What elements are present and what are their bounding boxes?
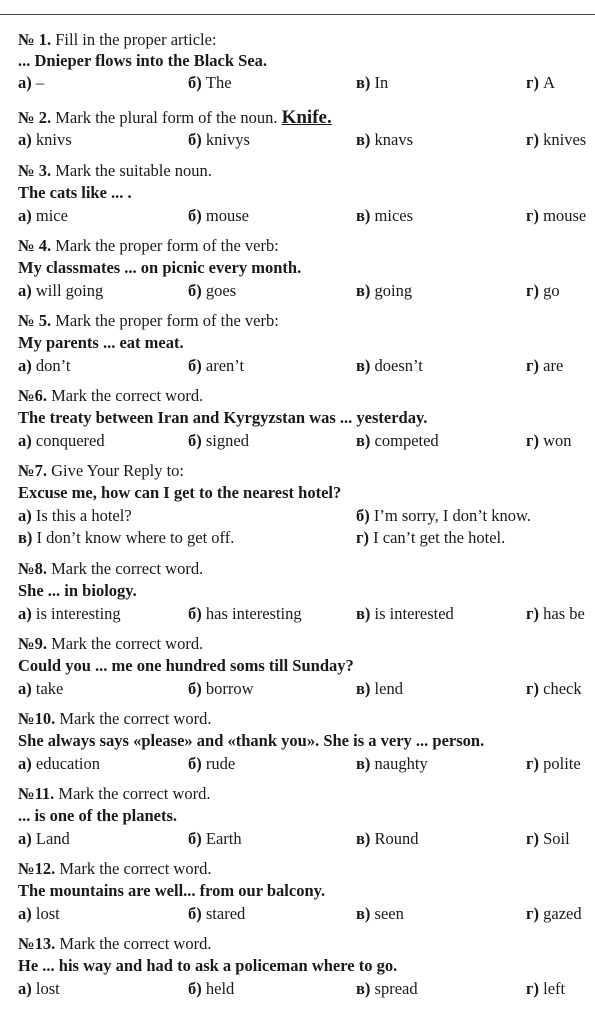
- option-text: borrow: [205, 679, 254, 698]
- option-letter: а): [18, 431, 32, 450]
- question-number: № 2.: [18, 108, 52, 127]
- option-text: lost: [35, 979, 60, 998]
- question-statement: The treaty between Iran and Kyrgyzstan was ... yesterday.: [18, 408, 428, 427]
- option-letter: в): [356, 604, 371, 623]
- question-header: [18, 634, 203, 654]
- option-letter: в): [356, 73, 371, 92]
- option-text: mouse: [543, 206, 587, 225]
- option-letter: в): [356, 356, 371, 375]
- option-letter: а): [18, 356, 32, 375]
- option-letter: в): [356, 754, 371, 773]
- question-statement: ... Dnieper flows into the Black Sea.: [18, 51, 268, 70]
- option-letter: б): [188, 356, 202, 375]
- option-letter: б): [188, 281, 202, 300]
- option-letter: б): [188, 904, 202, 923]
- option-text: I’m sorry, I don’t know.: [373, 506, 531, 525]
- question-header: [18, 30, 217, 50]
- question-instruction: Mark the correct word.: [59, 859, 212, 878]
- option-text: lost: [35, 904, 60, 923]
- option-c[interactable]: [356, 130, 413, 150]
- question-statement: She ... in biology.: [18, 581, 137, 600]
- option-text: is interested: [374, 604, 454, 623]
- option-a[interactable]: [18, 979, 60, 999]
- question-instruction: Mark the correct word.: [51, 386, 204, 405]
- option-d[interactable]: [526, 206, 586, 226]
- question-number: №9.: [18, 634, 47, 653]
- top-divider: [0, 14, 595, 15]
- option-text: aren’t: [205, 356, 245, 375]
- question-header: [18, 859, 211, 879]
- option-letter: в): [356, 979, 371, 998]
- option-a[interactable]: [18, 431, 105, 451]
- option-text: spread: [374, 979, 418, 998]
- question-instruction: Give Your Reply to:: [51, 461, 185, 480]
- question-instruction: Mark the suitable noun.: [55, 161, 212, 180]
- question-statement: My classmates ... on picnic every month.: [18, 258, 302, 277]
- option-c[interactable]: [356, 829, 419, 849]
- option-d[interactable]: [526, 130, 586, 150]
- option-letter: б): [188, 431, 202, 450]
- option-letter: б): [188, 979, 202, 998]
- option-text: The: [205, 73, 232, 92]
- question-instruction: Mark the correct word.: [51, 559, 204, 578]
- option-d[interactable]: [526, 604, 585, 624]
- question-number: №6.: [18, 386, 47, 405]
- option-b[interactable]: [188, 754, 235, 774]
- question-header: [18, 311, 279, 331]
- question-header: [18, 709, 211, 729]
- question-statement: My parents ... eat meat.: [18, 333, 184, 352]
- option-text: don’t: [35, 356, 71, 375]
- question-header: [18, 108, 332, 128]
- option-text: mouse: [205, 206, 249, 225]
- option-text: Earth: [205, 829, 242, 848]
- option-letter: г): [526, 73, 539, 92]
- option-a[interactable]: [18, 904, 60, 924]
- option-letter: г): [356, 528, 369, 547]
- option-d[interactable]: [526, 829, 570, 849]
- option-text: A: [543, 73, 556, 92]
- option-a[interactable]: [18, 679, 63, 699]
- question-number: № 4.: [18, 236, 52, 255]
- option-letter: г): [526, 130, 539, 149]
- option-text: signed: [205, 431, 249, 450]
- option-letter: б): [356, 506, 370, 525]
- option-b[interactable]: [188, 356, 244, 376]
- option-text: rude: [205, 754, 236, 773]
- option-text: knivs: [35, 130, 72, 149]
- option-text: held: [205, 979, 235, 998]
- option-d[interactable]: [526, 281, 560, 301]
- option-text: stared: [205, 904, 246, 923]
- option-c[interactable]: [356, 206, 413, 226]
- question-statement: He ... his way and had to ask a policeman where to go.: [18, 956, 398, 975]
- option-text: polite: [543, 754, 581, 773]
- option-c[interactable]: [356, 754, 428, 774]
- option-text: In: [374, 73, 389, 92]
- option-d[interactable]: [356, 528, 505, 548]
- question-number: №11.: [18, 784, 55, 803]
- option-letter: в): [356, 130, 371, 149]
- option-a[interactable]: [18, 829, 70, 849]
- option-text: doesn’t: [374, 356, 423, 375]
- option-text: lend: [374, 679, 403, 698]
- question-header: [18, 236, 279, 256]
- option-b[interactable]: [188, 979, 234, 999]
- option-b[interactable]: [188, 604, 302, 624]
- option-text: left: [543, 979, 566, 998]
- option-a[interactable]: [18, 73, 44, 93]
- option-text: will going: [35, 281, 104, 300]
- question-number: № 1.: [18, 30, 52, 49]
- option-b[interactable]: [356, 506, 531, 526]
- option-text: I can’t get the hotel.: [373, 528, 506, 547]
- option-b[interactable]: [188, 73, 232, 93]
- option-letter: а): [18, 754, 32, 773]
- option-text: Is this a hotel?: [35, 506, 132, 525]
- option-text: knavs: [374, 130, 414, 149]
- option-b[interactable]: [188, 679, 254, 699]
- option-text: go: [543, 281, 560, 300]
- option-letter: в): [356, 281, 371, 300]
- option-d[interactable]: [526, 754, 581, 774]
- question-instruction: Mark the plural form of the noun.: [55, 108, 278, 127]
- option-text: mices: [374, 206, 414, 225]
- option-letter: г): [526, 281, 539, 300]
- question-number: №7.: [18, 461, 47, 480]
- question-header: [18, 461, 184, 481]
- option-letter: а): [18, 506, 32, 525]
- option-text: has interesting: [205, 604, 302, 623]
- option-d[interactable]: [526, 979, 565, 999]
- option-letter: б): [188, 604, 202, 623]
- question-statement: Excuse me, how can I get to the nearest hotel?: [18, 483, 342, 502]
- question-number: № 5.: [18, 311, 52, 330]
- option-letter: а): [18, 73, 32, 92]
- option-letter: г): [526, 754, 539, 773]
- option-letter: а): [18, 829, 32, 848]
- option-a[interactable]: [18, 604, 121, 624]
- option-c[interactable]: [356, 679, 403, 699]
- option-letter: а): [18, 979, 32, 998]
- option-d[interactable]: [526, 431, 572, 451]
- question-statement: The cats like ... .: [18, 183, 132, 202]
- question-emphasis: Knife.: [281, 107, 332, 128]
- question-number: № 3.: [18, 161, 52, 180]
- option-text: seen: [374, 904, 404, 923]
- option-text: check: [543, 679, 582, 698]
- option-letter: а): [18, 281, 32, 300]
- option-text: Soil: [543, 829, 570, 848]
- option-letter: б): [188, 829, 202, 848]
- question-instruction: Mark the proper form of the verb:: [55, 311, 279, 330]
- option-text: has be: [543, 604, 585, 623]
- question-number: №10.: [18, 709, 56, 728]
- question-statement: The mountains are well... from our balcony.: [18, 881, 326, 900]
- question-header: [18, 934, 211, 954]
- option-c[interactable]: [18, 528, 234, 548]
- option-b[interactable]: [188, 431, 249, 451]
- option-c[interactable]: [356, 73, 388, 93]
- option-a[interactable]: [18, 206, 68, 226]
- question-statement: Could you ... me one hundred soms till Sunday?: [18, 656, 354, 675]
- option-letter: а): [18, 679, 32, 698]
- option-letter: а): [18, 206, 32, 225]
- option-text: naughty: [374, 754, 428, 773]
- option-text: competed: [374, 431, 439, 450]
- option-text: going: [374, 281, 413, 300]
- option-a[interactable]: [18, 281, 103, 301]
- option-letter: б): [188, 130, 202, 149]
- option-letter: в): [356, 679, 371, 698]
- option-c[interactable]: [356, 979, 418, 999]
- option-d[interactable]: [526, 73, 555, 93]
- option-text: education: [35, 754, 101, 773]
- question-number: №13.: [18, 934, 56, 953]
- option-letter: б): [188, 754, 202, 773]
- option-letter: г): [526, 431, 539, 450]
- option-c[interactable]: [356, 904, 404, 924]
- question-number: №8.: [18, 559, 47, 578]
- option-letter: г): [526, 604, 539, 623]
- question-instruction: Fill in the proper article:: [55, 30, 217, 49]
- option-letter: г): [526, 904, 539, 923]
- option-text: I don’t know where to get off.: [36, 528, 235, 547]
- option-letter: б): [188, 206, 202, 225]
- option-letter: г): [526, 829, 539, 848]
- option-text: goes: [205, 281, 237, 300]
- option-a[interactable]: [18, 506, 132, 526]
- question-statement: She always says «please» and «thank you». She is a very ... person.: [18, 731, 485, 750]
- option-b[interactable]: [188, 281, 236, 301]
- option-text: –: [35, 73, 45, 92]
- option-letter: в): [18, 528, 33, 547]
- option-letter: г): [526, 979, 539, 998]
- option-text: knives: [543, 130, 587, 149]
- option-letter: в): [356, 904, 371, 923]
- option-b[interactable]: [188, 130, 250, 150]
- question-number: №12.: [18, 859, 56, 878]
- option-a[interactable]: [18, 130, 72, 150]
- option-text: is interesting: [35, 604, 121, 623]
- question-header: [18, 784, 211, 804]
- option-letter: в): [356, 431, 371, 450]
- option-text: Round: [374, 829, 419, 848]
- option-text: take: [35, 679, 64, 698]
- option-b[interactable]: [188, 904, 245, 924]
- question-header: [18, 161, 212, 181]
- option-c[interactable]: [356, 604, 454, 624]
- question-header: [18, 559, 203, 579]
- option-a[interactable]: [18, 356, 70, 376]
- option-text: conquered: [35, 431, 105, 450]
- question-instruction: Mark the correct word.: [59, 709, 212, 728]
- option-a[interactable]: [18, 754, 100, 774]
- option-letter: а): [18, 904, 32, 923]
- option-text: gazed: [543, 904, 582, 923]
- option-c[interactable]: [356, 281, 412, 301]
- option-d[interactable]: [526, 679, 582, 699]
- option-letter: а): [18, 604, 32, 623]
- option-letter: в): [356, 206, 371, 225]
- question-instruction: Mark the correct word.: [58, 784, 211, 803]
- option-letter: а): [18, 130, 32, 149]
- question-instruction: Mark the correct word.: [59, 934, 212, 953]
- question-instruction: Mark the correct word.: [51, 634, 204, 653]
- option-letter: б): [188, 73, 202, 92]
- option-letter: г): [526, 356, 539, 375]
- option-text: knivys: [205, 130, 250, 149]
- option-c[interactable]: [356, 431, 439, 451]
- option-text: won: [543, 431, 572, 450]
- option-text: mice: [35, 206, 68, 225]
- question-statement: ... is one of the planets.: [18, 806, 178, 825]
- question-instruction: Mark the proper form of the verb:: [55, 236, 279, 255]
- option-text: Land: [35, 829, 70, 848]
- option-b[interactable]: [188, 829, 242, 849]
- option-b[interactable]: [188, 206, 249, 226]
- option-letter: в): [356, 829, 371, 848]
- option-letter: г): [526, 679, 539, 698]
- question-header: [18, 386, 203, 406]
- option-letter: б): [188, 679, 202, 698]
- option-c[interactable]: [356, 356, 423, 376]
- option-d[interactable]: [526, 356, 563, 376]
- option-letter: г): [526, 206, 539, 225]
- option-d[interactable]: [526, 904, 582, 924]
- option-text: are: [543, 356, 564, 375]
